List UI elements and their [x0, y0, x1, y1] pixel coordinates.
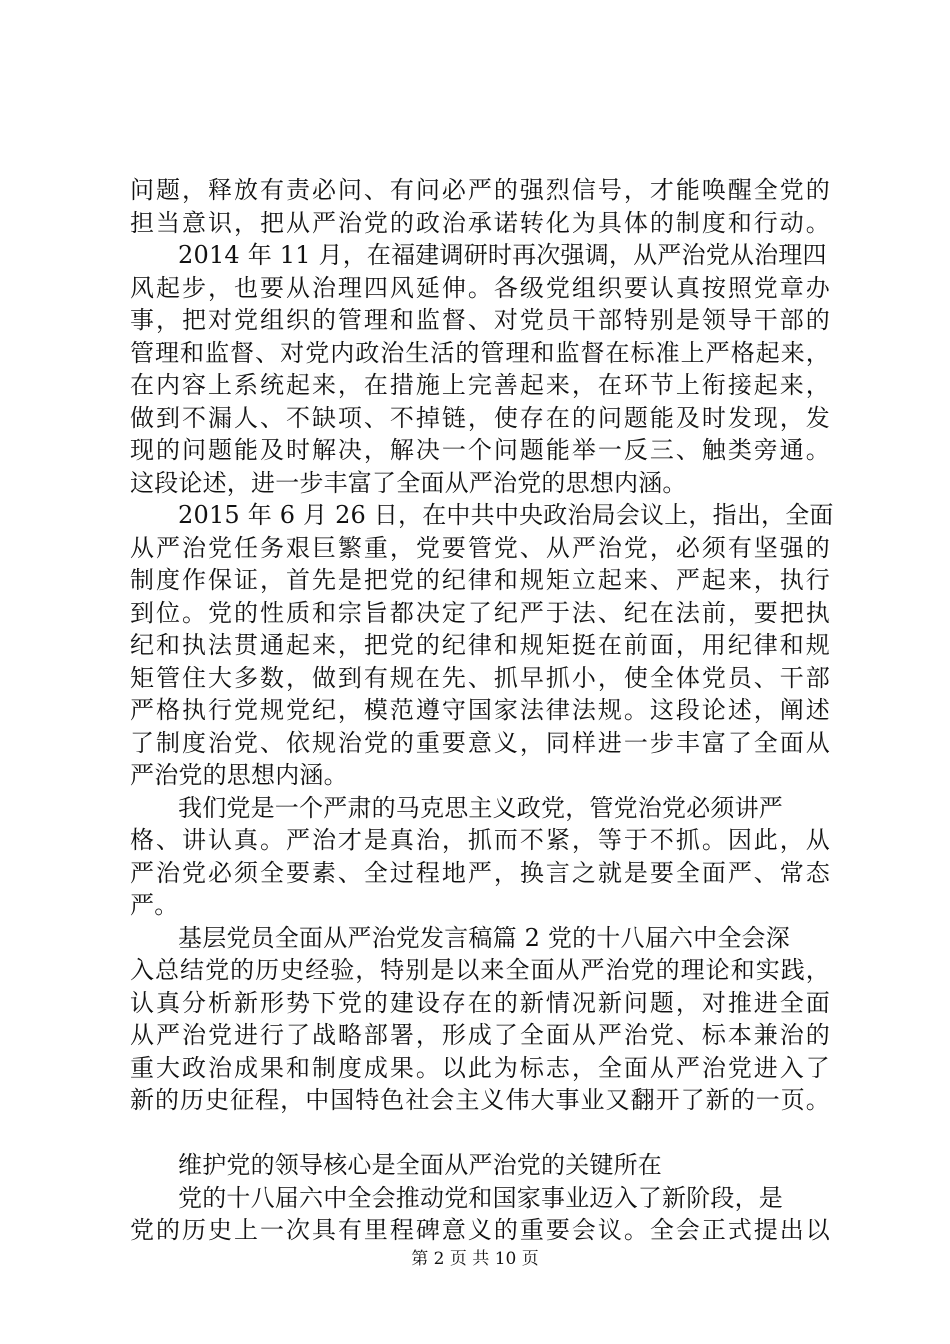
text-line: 了制度治党、依规治党的重要意义，同样进一步丰富了全面从	[130, 728, 830, 757]
page-footer: 第 2 页 共 10 页	[411, 1249, 539, 1269]
text-line: 到位。党的性质和宗旨都决定了纪严于法、纪在法前，要把执	[130, 598, 830, 627]
text-line: 从严治党进行了战略部署，形成了全面从严治党、标本兼治的	[130, 1021, 830, 1049]
text-line: 认真分析新形势下党的建设存在的新情况新问题，对推进全面	[130, 988, 830, 1017]
text-line: 管理和监督、对党内政治生活的管理和监督在标准上严格起来，	[130, 338, 830, 367]
text-line: 格、讲认真。严治才是真治，抓而不紧，等于不抓。因此，从	[130, 826, 830, 854]
text-line: 党的历史上一次具有里程碑意义的重要会议。全会正式提出以	[130, 1216, 830, 1244]
text-line: 制度作保证，首先是把党的纪律和规矩立起来、严起来，执行	[130, 566, 830, 594]
text-line: 严治党必须全要素、全过程地严，换言之就是要全面严、常态	[130, 858, 830, 887]
text-line: 在内容上系统起来，在措施上完善起来，在环节上衔接起来，	[130, 371, 830, 399]
text-line: 现的问题能及时解决，解决一个问题能举一反三、触类旁通。	[130, 436, 830, 464]
text-line: 新的历史征程，中国特色社会主义伟大事业又翻开了新的一页。	[130, 1086, 830, 1114]
text-line: 入总结党的历史经验，特别是以来全面从严治党的理论和实践，	[130, 956, 830, 984]
text-line: 基层党员全面从严治党发言稿篇 2 党的十八届六中全会深	[178, 923, 790, 952]
text-line: 纪和执法贯通起来，把党的纪律和规矩挺在前面，用纪律和规	[130, 631, 830, 659]
text-line: 重大政治成果和制度成果。以此为标志，全面从严治党进入了	[130, 1053, 830, 1082]
text-line: 2014 年 11 月，在福建调研时再次强调，从严治党从治理四	[178, 241, 827, 269]
text-line: 我们党是一个严肃的马克思主义政党，管党治党必须讲严	[178, 793, 783, 822]
text-line: 从严治党任务艰巨繁重，党要管党、从严治党，必须有坚强的	[130, 533, 830, 562]
text-line: 严。	[130, 891, 179, 919]
text-line: 严格执行党规党纪，模范遵守国家法律法规。这段论述，阐述	[130, 696, 830, 724]
text-line: 这段论述，进一步丰富了全面从严治党的思想内涵。	[130, 468, 687, 497]
text-line: 严治党的思想内涵。	[130, 761, 348, 789]
text-line: 问题，释放有责必问、有问必严的强烈信号，才能唤醒全党的	[130, 176, 830, 204]
blank-line	[130, 1117, 830, 1150]
text-line: 做到不漏人、不缺项、不掉链，使存在的问题能及时发现，发	[130, 403, 830, 432]
section-heading: 维护党的领导核心是全面从严治党的关键所在	[178, 1151, 662, 1179]
document-body	[130, 174, 834, 1247]
text-line: 事，把对党组织的管理和监督、对党员干部特别是领导干部的	[130, 306, 830, 334]
text-line: 2015 年 6 月 26 日，在中共中央政治局会议上，指出，全面	[178, 501, 834, 529]
text-line: 矩管住大多数，做到有规在先、抓早抓小，使全体党员、干部	[130, 663, 830, 692]
text-line: 风起步，也要从治理四风延伸。各级党组织要认真按照党章办	[130, 273, 830, 302]
text-line: 党的十八届六中全会推动党和国家事业迈入了新阶段，是	[178, 1183, 783, 1212]
text-line: 担当意识，把从严治党的政治承诺转化为具体的制度和行动。	[130, 208, 830, 237]
